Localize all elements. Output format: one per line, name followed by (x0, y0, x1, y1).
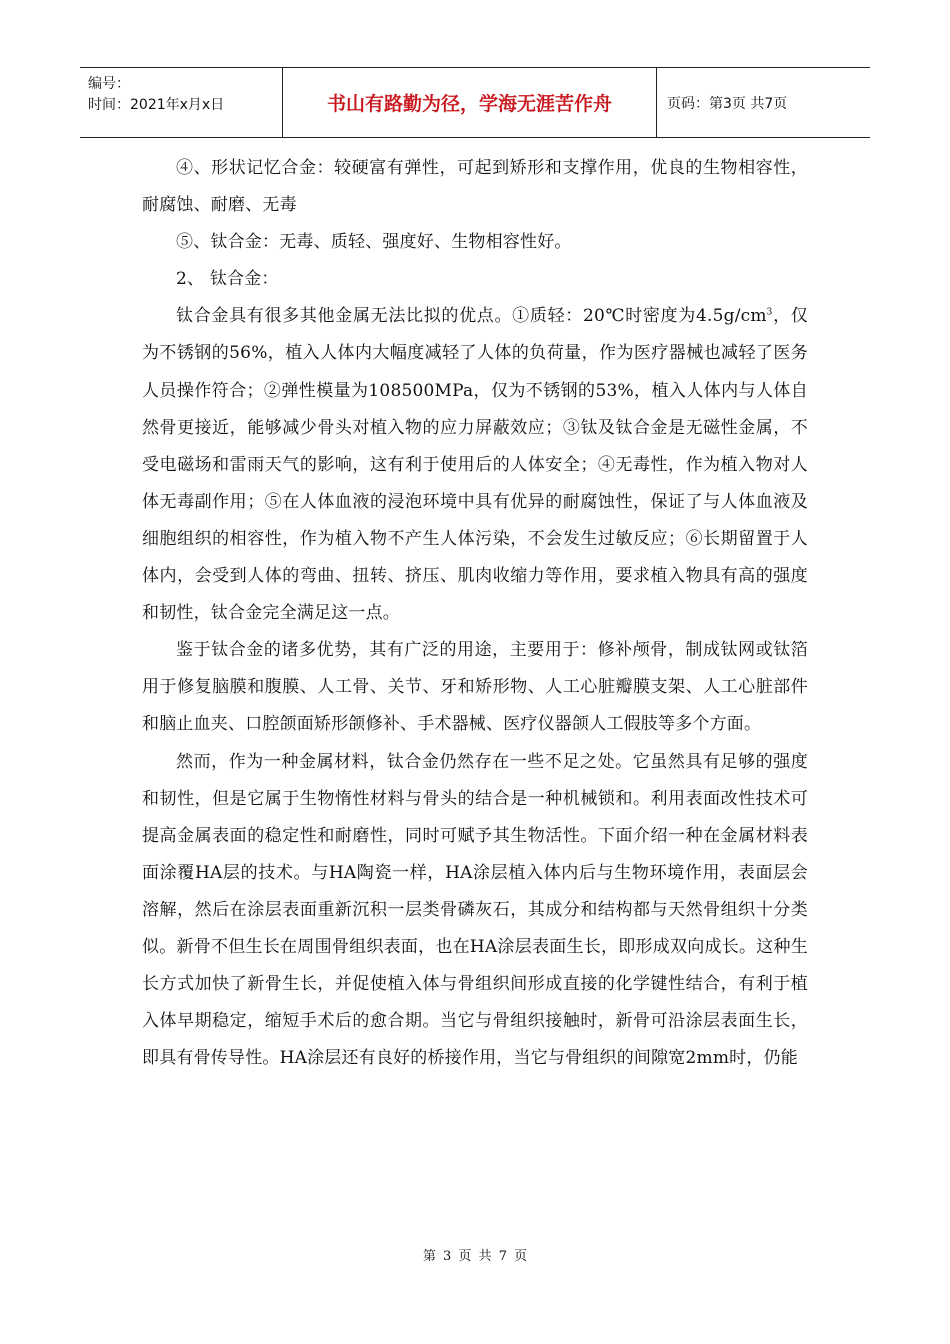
header-motto: 书山有路勤为径，学海无涯苦作舟 (283, 68, 657, 137)
document-number-label: 编号： (88, 76, 130, 92)
paragraph-advantages-start: 钛合金具有很多其他金属无法比拟的优点。①质轻：20℃时密度为4.5g/cm (176, 306, 767, 327)
page-header (80, 67, 870, 138)
document-body (142, 150, 808, 1077)
header-meta (80, 68, 283, 137)
page-footer: 第 3 页 共 7 页 (422, 1249, 528, 1264)
paragraph-applications: 鉴于钛合金的诸多优势，其有广泛的用途，主要用于：修补颅骨，制成钛网或钛箔用于修复脑膜和腹膜、人工骨、关节、牙和矫形物、人工心脏瓣膜支架、人工心脏部件和脑止血夹、口腔颌面矫形颌修补、手术器械、医疗仪器颌人工假肢等多个方面。 (142, 640, 808, 735)
list-item-titanium-alloy: ⑤、钛合金：无毒、质轻、强度好、生物相容性好。 (176, 232, 572, 253)
paragraph-advantages (142, 298, 808, 632)
superscript-three: 3 (766, 307, 773, 318)
paragraph-drawbacks: 然而，作为一种金属材料，钛合金仍然存在一些不足之处。它虽然具有足够的强度和韧性，但是它属于生物惰性材料与骨头的结合是一种机械锁和。利用表面改性技术可提高金属表面的稳定性和耐磨性，同时可赋予其生物活性。下面介绍一种在金属材料表面涂覆HA层的技术。与HA陶瓷一样，HA涂层植入体内后与生物环境作用，表面层会溶解，然后在涂层表面重新沉积一层类骨磷灰石，其成分和结构都与天然骨组织十分类似。新骨不但生长在周围骨组织表面，也在HA涂层表面生长，即形成双向成长。这种生长方式加快了新骨生长，并促使植入体与骨组织间形成直接的化学键性结合，有利于植入体早期稳定，缩短手术后的愈合期。当它与骨组织接触时，新骨可沿涂层表面生长，即具有骨传导性。HA涂层还有良好的桥接作用，当它与骨组织的间隙宽2mm时，仍能 (142, 751, 808, 1069)
document-date: 时间：2021年x月x日 (88, 97, 225, 113)
list-item-shape-memory-alloy: ④、形状记忆合金：较硬富有弹性，可起到矫形和支撑作用，优良的生物相容性，耐腐蚀、耐磨、无毒 (142, 158, 808, 216)
section-heading: 2、 钛合金： (176, 269, 279, 290)
header-page-info: 页码：第3页 共7页 (667, 95, 788, 112)
paragraph-advantages-rest: ，仅为不锈钢的56%，植入人体内大幅度减轻了人体的负荷量，作为医疗器械也减轻了医务人员操作符合；②弹性模量为108500MPa，仅为不锈钢的53%，植入人体内与人体自然骨更接近，能够减少骨头对植入物的应力屏蔽效应；③钛及钛合金是无磁性金属，不受电磁场和雷雨天气的影响，这有利于使用后的人体安全；④无毒性，作为植入物对人体无毒副作用；⑤在人体血液的浸泡环境中具有优异的耐腐蚀性，保证了与人体血液及细胞组织的相容性，作为植入物不产生人体污染，不会发生过敏反应；⑥长期留置于人体内，会受到人体的弯曲、扭转、挤压、肌肉收缩力等作用，要求植入物具有高的强度和韧性，钛合金完全满足这一点。 (142, 306, 808, 624)
